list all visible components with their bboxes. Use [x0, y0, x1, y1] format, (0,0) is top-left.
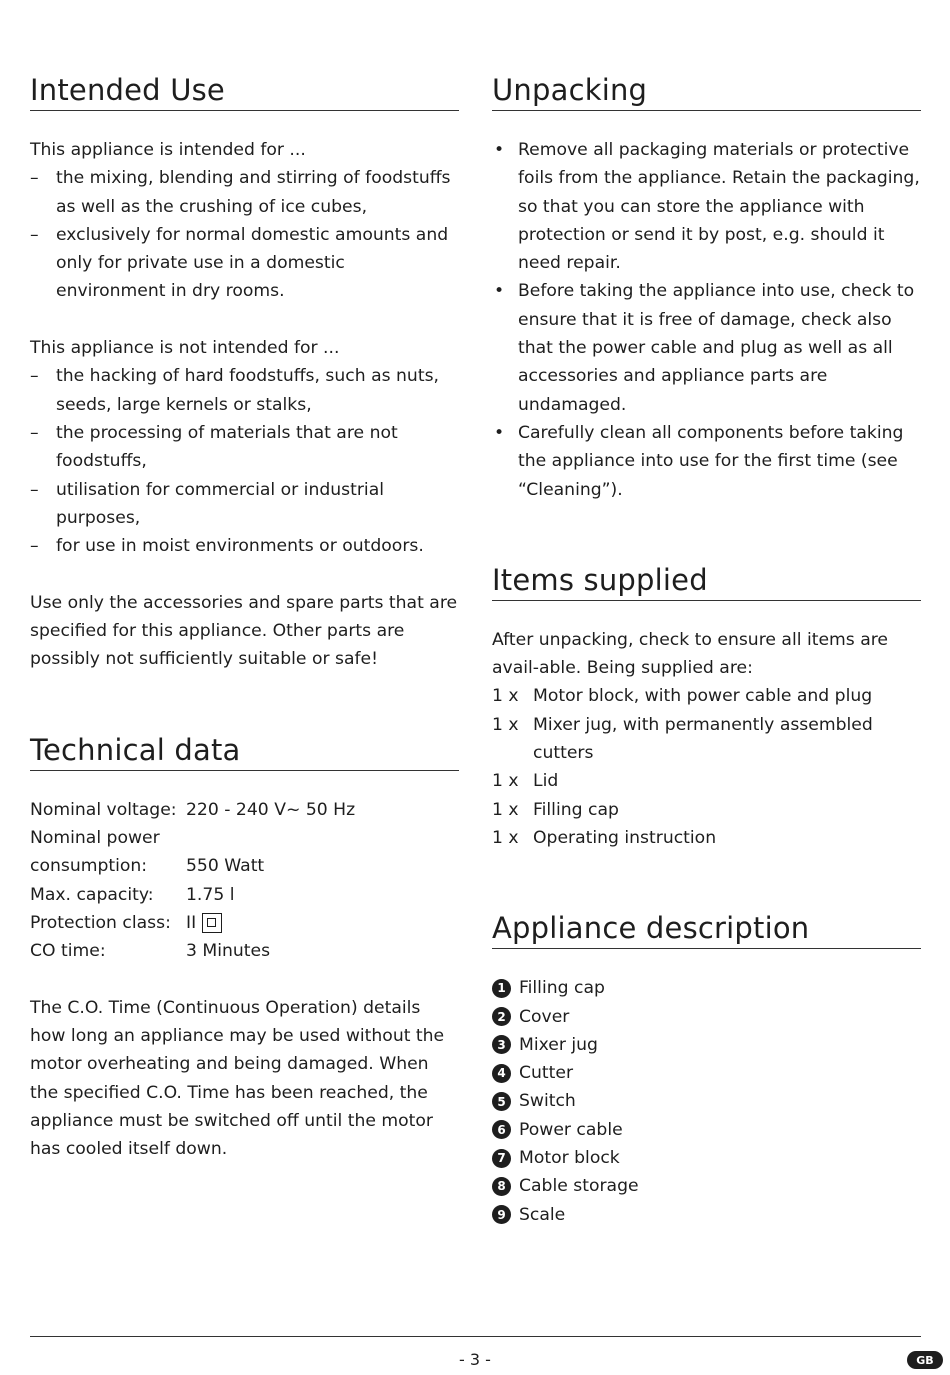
list-item: – the hacking of hard foodstuffs, such as nuts, seeds, large kernels or stalks,: [30, 362, 459, 419]
list-item: [492, 1144, 921, 1172]
item-name: Filling cap: [533, 799, 619, 820]
not-intended-intro: This appliance is not intended for ...: [30, 338, 340, 359]
list-item: [492, 1172, 921, 1200]
list-item: [492, 1116, 921, 1144]
appliance-description-heading: Appliance description: [492, 908, 921, 949]
number-5-icon: 5: [492, 1092, 511, 1111]
item-name: Operating instruction: [533, 827, 717, 848]
list-item: [492, 711, 921, 768]
unpacking-list: [492, 136, 921, 504]
list-item: • Before taking the appliance into use, check to ensure that it is free of damage, check also that the power cable and plug as well as all accessories and appliance parts are undamaged.: [492, 277, 921, 418]
part-name: Cutter: [519, 1063, 574, 1084]
tech-label: Protection class:: [30, 912, 171, 933]
tech-label: consumption:: [30, 856, 148, 877]
tech-value: 1.75 l: [186, 884, 235, 905]
list-item: – the processing of materials that are not foodstuffs,: [30, 419, 459, 476]
list-item: [492, 682, 921, 710]
number-1-icon: 1: [492, 979, 511, 998]
list-item: [492, 974, 921, 1002]
part-name: Cable storage: [519, 1176, 639, 1197]
number-6-icon: 6: [492, 1120, 511, 1139]
intended-intro: This appliance is intended for ...: [30, 140, 306, 160]
tech-value: 550 Watt: [186, 856, 265, 877]
language-badge: GB: [907, 1351, 943, 1369]
tech-value: 220 - 240 V~ 50 Hz: [186, 799, 356, 820]
items-supplied-heading: Items supplied: [492, 560, 921, 601]
number-3-icon: 3: [492, 1035, 511, 1054]
tech-label: CO time:: [30, 941, 106, 962]
page-number: - 3 -: [459, 1350, 491, 1369]
number-8-icon: 8: [492, 1177, 511, 1196]
right-column: [492, 70, 921, 1229]
items-supplied-section: [492, 560, 921, 852]
list-item: [492, 1059, 921, 1087]
part-name: Motor block: [519, 1148, 620, 1169]
list-item: – the mixing, blending and stirring of foodstuffs as well as the crushing of ice cubes,: [30, 164, 459, 221]
item-name: Lid: [533, 771, 559, 792]
unpacking-heading: Unpacking: [492, 70, 921, 111]
list-item: • Carefully clean all components before taking the appliance into use for the first time (see “Cleaning”).: [492, 419, 921, 504]
items-supplied-intro: After unpacking, check to ensure all items are avail-able. Being supplied are:: [492, 629, 889, 679]
tech-label: Nominal voltage:: [30, 799, 177, 820]
tech-row-co-time: [30, 937, 459, 965]
list-item: • Remove all packaging materials or protective foils from the appliance. Retain the packaging, so that you can store the appliance with protection or send it by post, e.g. should it need repair.: [492, 136, 921, 277]
list-item: [492, 1031, 921, 1059]
list-item: – exclusively for normal domestic amounts and only for private use in a domestic environment in dry rooms.: [30, 221, 459, 306]
item-name: Mixer jug, with permanently assembled cutters: [533, 714, 873, 764]
left-column: [30, 70, 459, 1164]
list-item: [492, 824, 921, 852]
part-name: Cover: [519, 1006, 570, 1027]
list-item: [492, 796, 921, 824]
tech-value-protection: [186, 909, 459, 937]
tech-label: Nominal power: [30, 827, 160, 848]
co-time-note: The C.O. Time (Continuous Operation) details how long an appliance may be used without the motor overheating and being damaged. When the specified C.O. Time has been reached, the appliance must be switched off until the motor has cooled itself down.: [30, 997, 445, 1160]
list-item: – for use in moist environments or outdoors.: [30, 532, 459, 560]
part-name: Scale: [519, 1204, 566, 1225]
list-item: [492, 1087, 921, 1115]
number-2-icon: 2: [492, 1007, 511, 1026]
item-qty: 1 x: [492, 827, 519, 848]
not-intended-list: [30, 362, 459, 560]
intended-use-section: [30, 70, 459, 674]
intended-list: [30, 164, 459, 305]
tech-label: Max. capacity:: [30, 884, 154, 905]
list-item: – utilisation for commercial or industrial purposes,: [30, 476, 459, 533]
footer-divider: [30, 1336, 921, 1337]
number-7-icon: 7: [492, 1149, 511, 1168]
tech-value: [186, 824, 459, 852]
tech-row-protection: [30, 909, 459, 937]
tech-row-voltage: [30, 796, 459, 824]
tech-value: 3 Minutes: [186, 941, 271, 962]
appliance-description-section: [492, 908, 921, 1229]
list-item: [492, 767, 921, 795]
tech-row-power-label: [30, 824, 459, 852]
list-item: [492, 1003, 921, 1031]
part-name: Mixer jug: [519, 1034, 598, 1055]
part-name: Filling cap: [519, 978, 605, 999]
item-qty: 1 x: [492, 714, 519, 735]
item-qty: 1 x: [492, 686, 519, 707]
part-name: Switch: [519, 1091, 576, 1112]
tech-row-power: [30, 852, 459, 880]
list-item: [492, 1201, 921, 1229]
protection-class-text: II: [186, 912, 197, 933]
item-qty: 1 x: [492, 771, 519, 792]
tech-row-capacity: [30, 881, 459, 909]
technical-data-section: [30, 730, 459, 1164]
unpacking-section: [492, 70, 921, 504]
intended-use-heading: Intended Use: [30, 70, 459, 111]
item-name: Motor block, with power cable and plug: [533, 686, 873, 707]
part-name: Power cable: [519, 1119, 623, 1140]
number-9-icon: 9: [492, 1205, 511, 1224]
accessories-note: Use only the accessories and spare parts that are specified for this appliance. Other parts are possibly not sufficiently suitable or safe!: [30, 592, 458, 670]
number-4-icon: 4: [492, 1064, 511, 1083]
item-qty: 1 x: [492, 799, 519, 820]
technical-data-heading: Technical data: [30, 730, 459, 771]
double-insulation-icon: [202, 913, 222, 933]
